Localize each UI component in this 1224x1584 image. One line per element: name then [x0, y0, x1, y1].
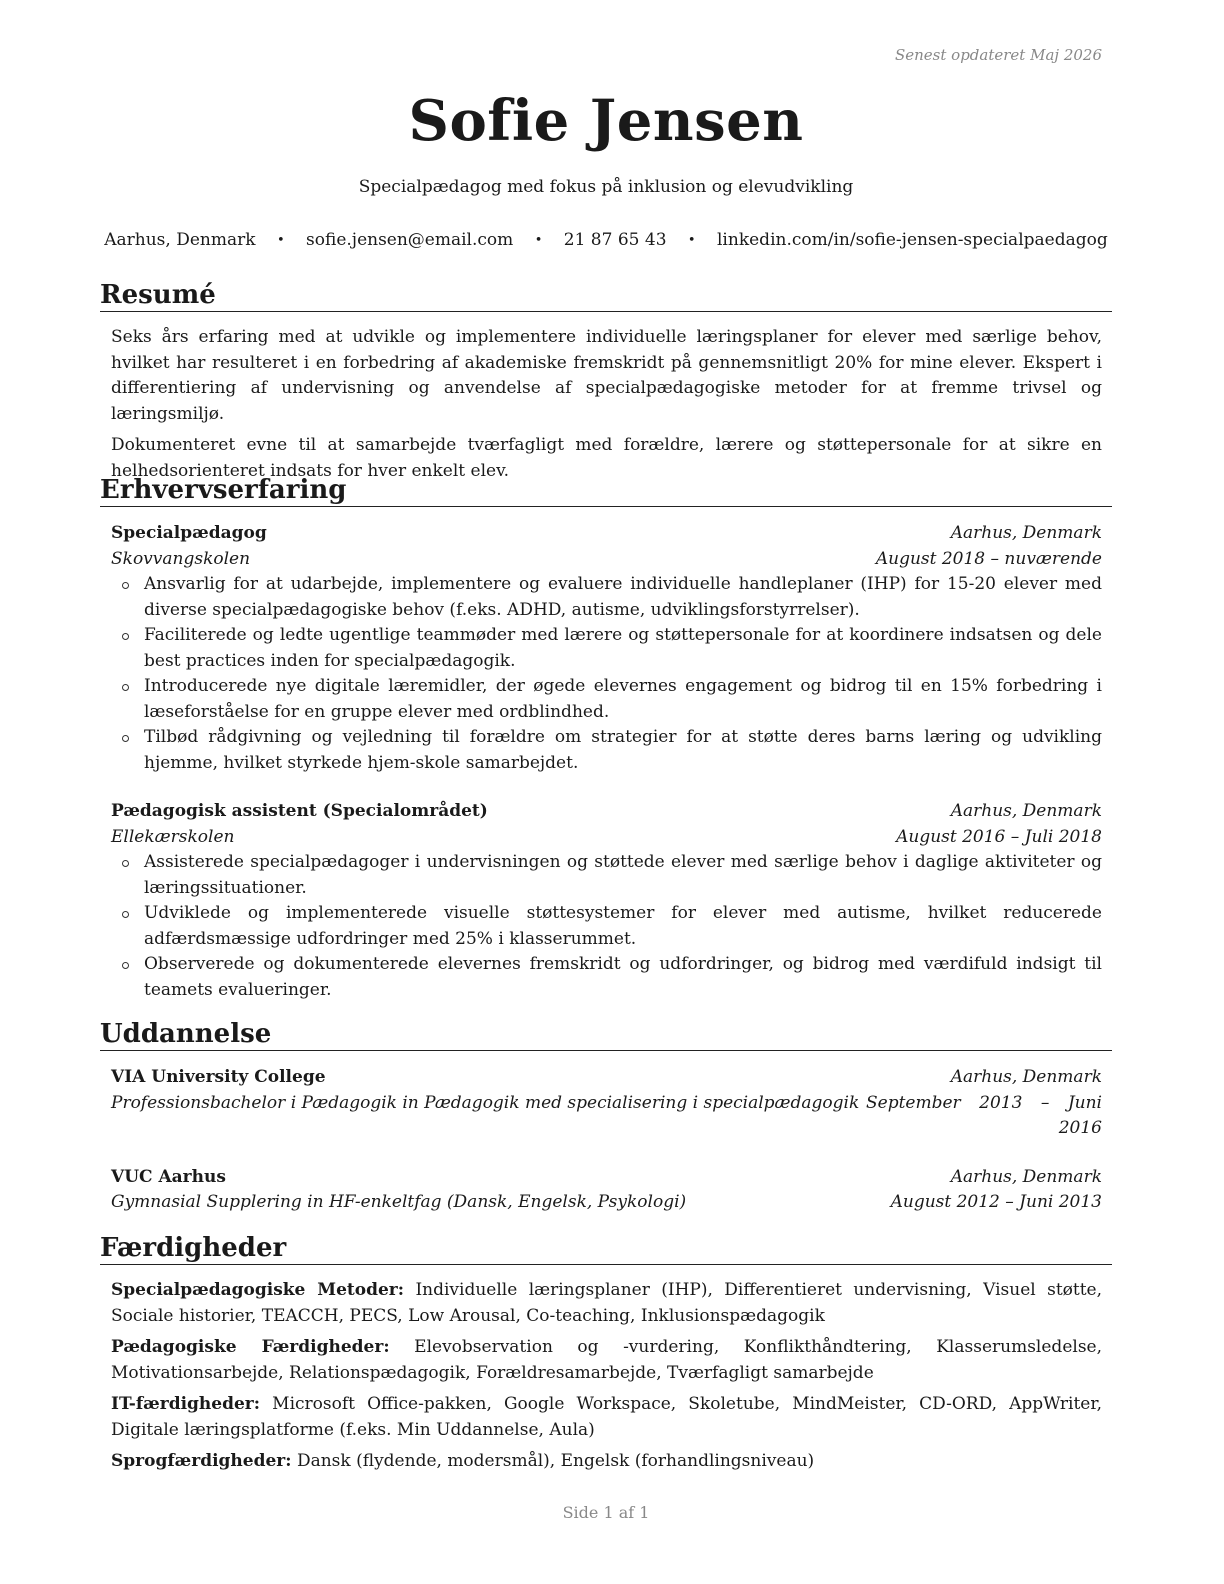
job-bullets — [111, 572, 1102, 776]
bullet-text: Faciliterede og ledte ugentlige teammøder med lærere og støttepersonale for at koordinere indsatsen og dele best practices inden for specialpædagogik. — [144, 625, 1102, 671]
employer: Ellekærskolen — [111, 826, 235, 847]
skill-text: Dansk (flydende, modersmål), Engelsk (forhandlingsniveau) — [296, 1451, 815, 1471]
bullet-separator: • — [534, 233, 543, 248]
skill-label: Sprogfærdigheder: — [111, 1451, 292, 1471]
school-name: VIA University College — [111, 1067, 326, 1087]
employer: Skovvangskolen — [111, 548, 251, 569]
experience-section — [100, 475, 1112, 1003]
list-item — [111, 952, 1102, 1003]
summary-paragraph: Seks års erfaring med at udvikle og implementere individuelle læringsplaner for elever med særlige behov, hvilket har resulteret i en forbedring af akademiske fremskridt på gennemsnitligt 20% for mine elever. Ekspert i differentiering af undervisning og anvendelse af specialpædagogiske metoder for at fremme trivsel og læringsmiljø. — [111, 327, 1102, 424]
job-title: Pædagogisk assistent (Specialområdet) — [111, 801, 488, 821]
bullet-separator: • — [687, 233, 696, 248]
page-number: Side 1 af 1 — [562, 1503, 650, 1522]
skill-text: Microsoft Office-pakken, Google Workspace, Skoletube, MindMeister, CD-ORD, AppWriter, Digitale læringsplatforme (f.eks. Min Uddannelse, Aula) — [111, 1394, 1103, 1440]
bullet-text: Tilbød rådgivning og vejledning til forældre om strategier for at støtte deres barns læring og udvikling hjemme, hvilket styrkede hjem-skole samarbejdet. — [144, 727, 1102, 773]
list-item — [111, 623, 1102, 674]
school-location: Aarhus, Denmark — [950, 1067, 1102, 1087]
list-item — [111, 850, 1102, 901]
section-heading-skills: Færdigheder — [100, 1233, 1112, 1265]
education-dates: September 2013 – Juni 2016 — [866, 1092, 1102, 1138]
skill-text: Individuelle læringsplaner (IHP), Differentieret undervisning, Visuel støtte, Sociale historier, TEACCH, PECS, Low Arousal, Co-teaching, Inklusionspædagogik — [111, 1280, 1103, 1326]
contact-line — [100, 230, 1112, 250]
education-entry — [111, 1165, 1102, 1216]
job-location: Aarhus, Denmark — [950, 801, 1102, 821]
job-entry — [111, 521, 1102, 776]
list-item — [111, 725, 1102, 776]
circle-bullet-icon — [122, 633, 129, 640]
skill-group — [111, 1335, 1102, 1386]
job-dates: August 2016 – Juli 2018 — [896, 826, 1102, 847]
summary-section — [100, 280, 1112, 484]
skill-group — [111, 1392, 1102, 1443]
skills-section — [100, 1233, 1112, 1475]
job-title: Specialpædagog — [111, 523, 267, 543]
skill-label: Pædagogiske Færdigheder: — [111, 1337, 390, 1357]
education-entry — [111, 1065, 1102, 1142]
circle-bullet-icon — [122, 962, 129, 969]
degree: Gymnasial Supplering in HF-enkeltfag (Dansk, Engelsk, Psykologi) — [111, 1192, 687, 1212]
resume-page — [100, 0, 1112, 1584]
job-bullets — [111, 850, 1102, 1003]
candidate-name: Sofie Jensen — [408, 88, 804, 154]
skill-group — [111, 1449, 1102, 1475]
bullet-separator: • — [276, 233, 285, 248]
bullet-text: Observerede og dokumenterede elevernes fremskridt og udfordringer, og bidrog med værdifuld indsigt til teamets evalueringer. — [144, 954, 1102, 1000]
school-location: Aarhus, Denmark — [950, 1166, 1102, 1187]
list-item — [111, 674, 1102, 725]
job-entry — [111, 799, 1102, 1003]
skill-group — [111, 1278, 1102, 1329]
bullet-text: Introducerede nye digitale læremidler, der øgede elevernes engagement og bidrog til en 15% forbedring i læseforståelse for en gruppe elever med ordblindhed. — [144, 676, 1102, 722]
job-dates: August 2018 – nuværende — [875, 548, 1102, 569]
degree: Professionsbachelor i Pædagogik in Pædagogik med specialisering i specialpædagogik — [111, 1092, 860, 1113]
section-heading-summary: Resumé — [100, 280, 1112, 312]
summary-paragraph: Dokumenteret evne til at samarbejde tværfagligt med forældre, lærere og støttepersonale for at sikre en helhedsorienteret indsats for hver enkelt elev. — [111, 435, 1102, 481]
skill-label: Specialpædagogiske Metoder: — [111, 1280, 405, 1300]
circle-bullet-icon — [122, 684, 129, 691]
tagline: Specialpædagog med fokus på inklusion og elevudvikling — [358, 177, 854, 197]
skill-label: IT-færdigheder: — [111, 1394, 261, 1414]
bullet-text: Assisterede specialpædagoger i undervisningen og støttede elever med særlige behov i daglige aktiviteter og læringssituationer. — [144, 852, 1102, 898]
job-location: Aarhus, Denmark — [950, 523, 1102, 543]
bullet-text: Ansvarlig for at udarbejde, implementere og evaluere individuelle handleplaner (IHP) for 15-20 elever med diverse specialpædagogiske behov (f.eks. ADHD, autisme, udviklingsforstyrrelser). — [144, 574, 1102, 620]
circle-bullet-icon — [122, 735, 129, 742]
circle-bullet-icon — [122, 582, 129, 589]
section-heading-education: Uddannelse — [100, 1019, 1112, 1051]
circle-bullet-icon — [122, 911, 129, 918]
list-item — [111, 572, 1102, 623]
skill-text: Elevobservation og -vurdering, Konflikthåndtering, Klasserumsledelse, Motivationsarbejde, Relationspædagogik, Forældresamarbejde, Tværfagligt samarbejde — [111, 1337, 1103, 1383]
school-name: VUC Aarhus — [111, 1166, 226, 1187]
contact-location: Aarhus, Denmark — [104, 230, 256, 250]
education-section — [100, 1019, 1112, 1216]
last-updated: Senest opdateret Maj 2026 — [894, 46, 1102, 64]
education-dates: August 2012 – Juni 2013 — [890, 1192, 1102, 1212]
circle-bullet-icon — [122, 860, 129, 867]
contact-phone: 21 87 65 43 — [563, 230, 667, 250]
contact-linkedin[interactable]: linkedin.com/in/sofie-jensen-specialpaedagog — [717, 230, 1108, 250]
list-item — [111, 901, 1102, 952]
contact-email[interactable]: sofie.jensen@email.com — [306, 230, 514, 250]
section-heading-experience: Erhvervserfaring — [100, 475, 1112, 507]
bullet-text: Udviklede og implementerede visuelle støttesystemer for elever med autisme, hvilket reducerede adfærdsmæssige udfordringer med 25% i klasserummet. — [144, 903, 1102, 949]
